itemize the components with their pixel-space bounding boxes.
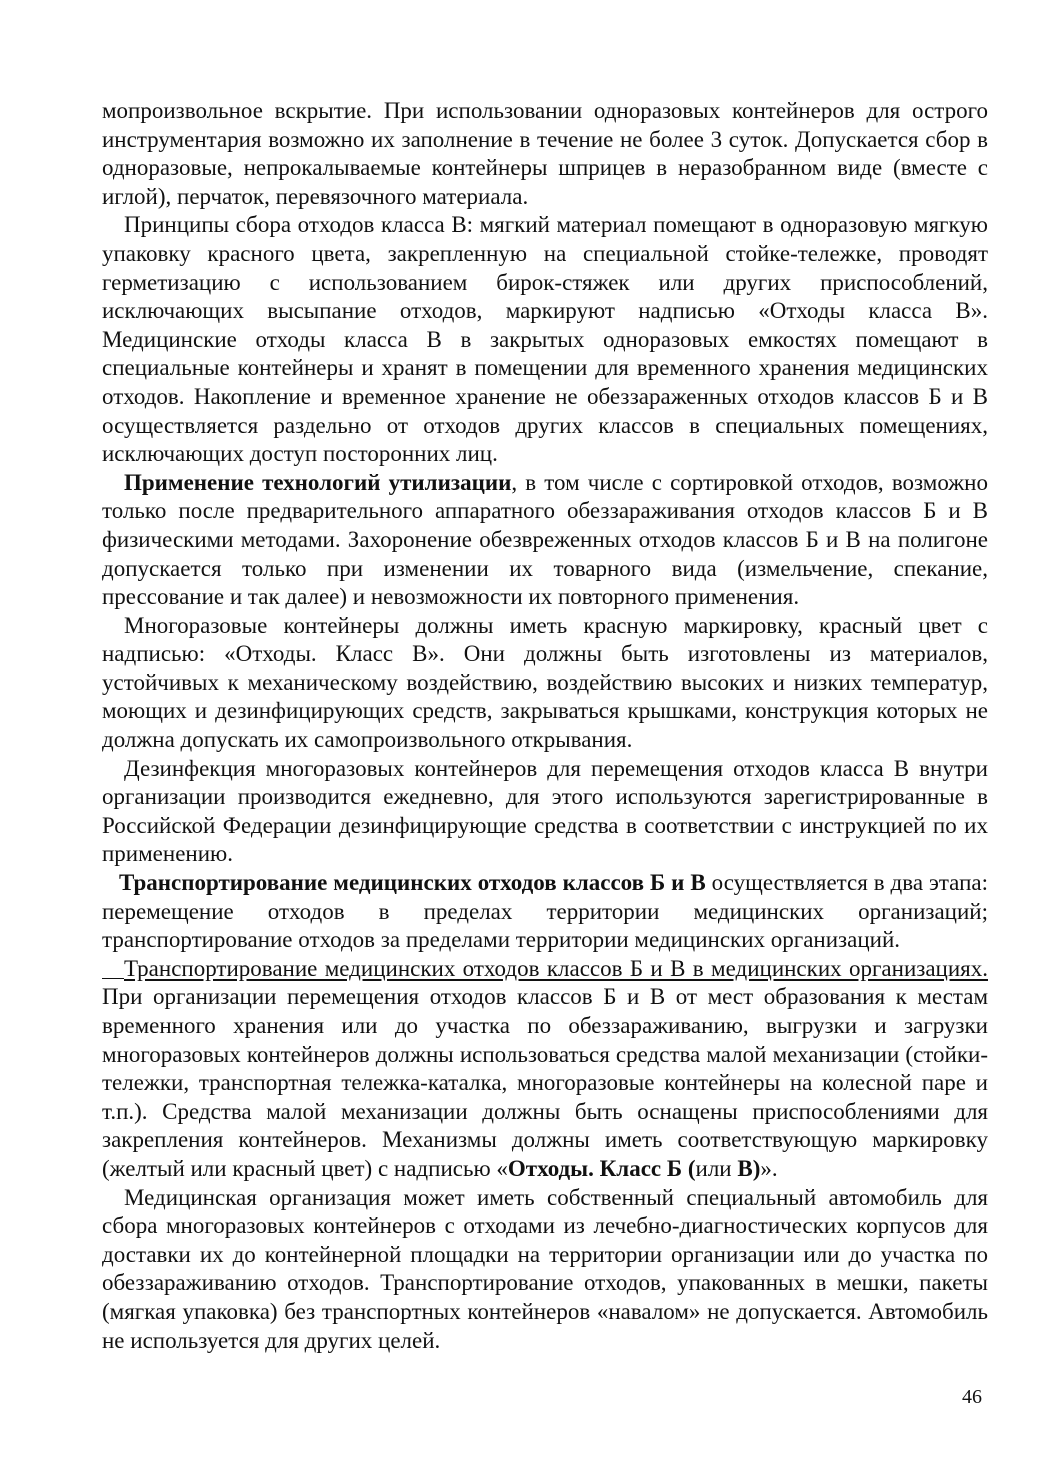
paragraph-7-or: или (695, 1155, 738, 1181)
paragraph-4: Многоразовые контейнеры должны иметь красную маркировку, красный цвет с надписью: «Отходы. Класс В». Они должны быть изготовлены из материалов, устойчивых к механическому воздействию, воздействию высоких и низких температур, моющих и дезинфицирующих средств, закрываться крышками, конструкция которых не должна допускать их самопроизвольного открывания. (102, 612, 988, 753)
paragraph-7-end: ». (760, 1155, 778, 1181)
paragraph-7-heading: Транспортирование медицинских отходов классов Б и В в медицинских организациях. (124, 955, 988, 981)
paragraph-5: Дезинфекция многоразовых контейнеров для перемещения отходов класса В внутри организации производится ежедневно, для этого используются зарегистрированные в Российской Федерации дезинфицирующие средства в соответствии с инструкцией по их применению. (102, 755, 988, 867)
underline-lead (102, 977, 124, 979)
paragraph-2: Принципы сбора отходов класса В: мягкий материал помещают в одноразовую мягкую упаковку красного цвета, закрепленную на специальной стойке-тележке, проводят герметизацию с использованием бирок-стяжек или других приспособлений, исключающих высыпание отходов, маркируют надписью «Отходы класса В». Медицинские отходы класса В в закрытых одноразовых емкостях помещают в специальные контейнеры и хранят в помещении для временного хранения медицинских отходов. Накопление и временное хранение не обеззараженных отходов классов Б и В осуществляется раздельно от отходов других классов в специальных помещениях, исключающих доступ посторонних лиц. (102, 212, 988, 467)
paragraph-6-text: осуществляется в два этапа: перемещение отходов в пределах территории медицинских организаций; транспортирование отходов за пределами территории медицинских организаций. (102, 870, 988, 953)
paragraph-3-heading: Применение технологий утилизации (124, 469, 512, 495)
paragraph-7-text: При организации перемещения отходов классов Б и В от мест образования к местам временного хранения или до участка по обеззараживанию, выгрузки и загрузки многоразовых контейнеров должны использоваться средства малой механизации (стойки-тележки, транспортная тележка-каталка, многоразовые контейнеры на колесной паре и т.п.). Средства малой механизации должны быть оснащены приспособлениями для закрепления контейнеров. Механизмы должны иметь соответствующую маркировку (желтый или красный цвет) с надписью « (102, 984, 988, 1181)
bracket-open: ( (687, 1155, 696, 1181)
page-number: 46 (962, 1386, 982, 1408)
label-waste-class-b: Отходы. Класс Б (507, 1155, 683, 1181)
label-class-v: В) (737, 1155, 761, 1181)
paragraph-6 (102, 869, 988, 955)
paragraph-3 (102, 469, 988, 612)
paragraph-7 (102, 955, 988, 1184)
paragraph-1: мопроизвольное вскрытие. При использовании одноразовых контейнеров для острого инструментария возможно их заполнение в течение не более 3 суток. Допускается сбор в одноразовые, непрокалываемые контейнеры шприцев в неразобранном виде (вместе с иглой), перчаток, перевязочного материала. (102, 98, 988, 209)
page-body (102, 97, 988, 1355)
paragraph-8: Медицинская организация может иметь собственный специальный автомобиль для сбора многоразовых контейнеров с отходами из лечебно-диагностических корпусов для доставки их до контейнерной площадки на территории организации или до участка по обеззараживанию отходов. Транспортирование отходов, упакованных в мешки, пакеты (мягкая упаковка) без транспортных контейнеров «навалом» не допускается. Автомобиль не используется для других целей. (102, 1184, 988, 1353)
paragraph-3-text: , в том числе с сортировкой отходов, возможно только после предварительного аппаратного обеззараживания отходов классов Б и В физическими методами. Захоронение обезвреженных отходов классов Б и В на полигоне допускается только при изменении их товарного вида (измельчение, спекание, прессование и так далее) и невозможности их повторного применения. (102, 469, 988, 610)
paragraph-6-heading: Транспортирование медицинских отходов классов Б и В (119, 870, 706, 896)
